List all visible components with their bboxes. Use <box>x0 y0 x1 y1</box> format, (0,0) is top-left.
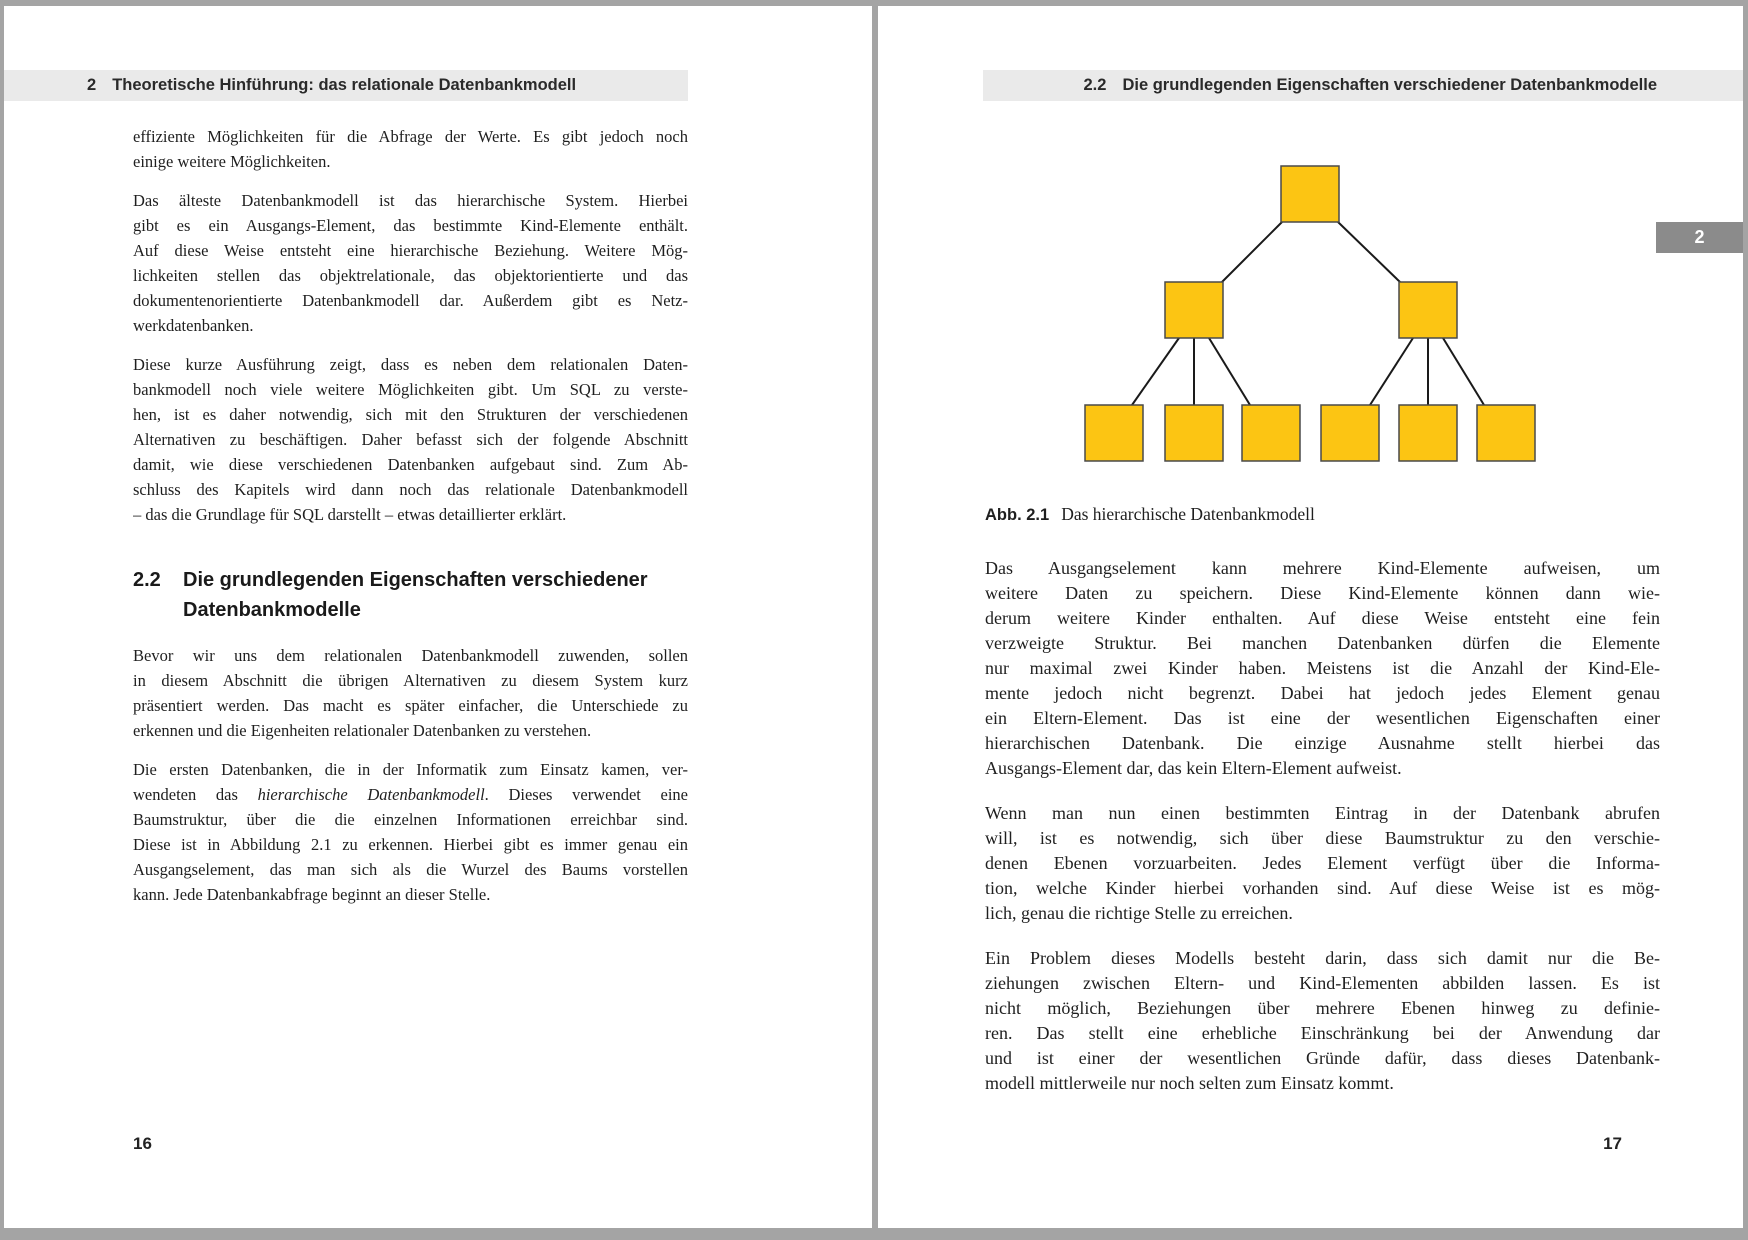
text-line: Das Ausgangselement kann mehrere Kind-Elemente aufweisen, um <box>985 558 1660 578</box>
text-line: ren. Das stellt eine erhebliche Einschränkung bei der Anwendung dar <box>985 1023 1660 1043</box>
text-line: effiziente Möglichkeiten für die Abfrage der Werte. Es gibt jedoch noch <box>133 127 688 146</box>
text-segment: . Dieses verwendet eine <box>484 785 688 804</box>
tree-node-child <box>1399 282 1457 338</box>
section-number: 2.2 <box>133 569 161 591</box>
tree-node-child <box>1165 282 1223 338</box>
running-header-left <box>4 70 688 101</box>
tree-node-leaf <box>1477 405 1535 461</box>
text-line: Wenn man nun einen bestimmten Eintrag in der Datenbank abrufen <box>985 803 1660 823</box>
text-line: ziehungen zwischen Eltern- und Kind-Elementen abbilden lassen. Es ist <box>985 973 1660 993</box>
text-line: einige weitere Möglichkeiten. <box>133 152 331 171</box>
text-line: nur maximal zwei Kinder haben. Meistens ist die Anzahl der Kind-Ele- <box>985 658 1660 678</box>
paragraph <box>985 801 1660 926</box>
text-line: Auf diese Weise entsteht eine hierarchische Beziehung. Weitere Mög- <box>133 241 688 260</box>
text-line: ein Eltern-Element. Das ist eine der wesentlichen Eigenschaften einer <box>985 708 1660 728</box>
text-line: Diese ist in Abbildung 2.1 zu erkennen. Hierbei gibt es immer genau ein <box>133 835 688 854</box>
hierarchical-model-figure <box>878 6 1743 536</box>
paragraph <box>133 643 688 743</box>
chapter-thumb-tab: 2 <box>1656 222 1743 253</box>
tree-node-root <box>1281 166 1339 222</box>
paragraph <box>133 757 688 907</box>
paragraph <box>985 556 1660 781</box>
text-line: weitere Daten zu speichern. Diese Kind-Elemente können dann wie- <box>985 583 1660 603</box>
text-line: derum weitere Kinder enthalten. Auf diese Weise entsteht eine fein <box>985 608 1660 628</box>
tree-edge <box>1370 338 1413 405</box>
tree-node-leaf <box>1321 405 1379 461</box>
section-number: 2.2 <box>1083 76 1107 94</box>
text-line: erkennen und die Eigenheiten relationaler Datenbanken zu verstehen. <box>133 721 592 740</box>
text-line: Die ersten Datenbanken, die in der Informatik zum Einsatz kamen, ver- <box>133 760 688 779</box>
text-line: lich, genau die richtige Stelle zu erreichen. <box>985 903 1293 923</box>
text-line: präsentiert werden. Das macht es später einfacher, die Unterschiede zu <box>133 696 688 715</box>
page-number-right: 17 <box>1603 1134 1622 1153</box>
tree-node-leaf <box>1399 405 1457 461</box>
text-line: Ausgangselement, das man sich als die Wurzel des Baums vorstellen <box>133 860 688 879</box>
text-line: lichkeiten stellen das objektrelationale, das objektorientierte und das <box>133 266 688 285</box>
paragraph <box>985 946 1660 1096</box>
section-heading-line: Die grundlegenden Eigenschaften verschiedener <box>183 569 648 591</box>
text-line: kann. Jede Datenbankabfrage beginnt an dieser Stelle. <box>133 885 491 904</box>
text-line: Baumstruktur, über die die einzelnen Informationen erreichbar sind. <box>133 810 688 829</box>
body-column-left <box>133 124 688 921</box>
text-line: Bevor wir uns dem relationalen Datenbankmodell zuwenden, sollen <box>133 646 688 665</box>
text-line: Das älteste Datenbankmodell ist das hierarchische System. Hierbei <box>133 191 688 210</box>
text-line: mente jedoch nicht begrenzt. Dabei hat jedoch jedes Element genau <box>985 683 1660 703</box>
text-line: – das die Grundlage für SQL darstellt – etwas detaillierter erklärt. <box>133 505 567 524</box>
tree-node-leaf <box>1242 405 1300 461</box>
text-line: hierarchischen Datenbank. Die einzige Ausnahme stellt hierbei das <box>985 733 1660 753</box>
figure-caption <box>985 502 1315 527</box>
tree-edge <box>1132 338 1179 405</box>
section-heading <box>133 565 688 625</box>
text-line: bankmodell noch viele weitere Möglichkeiten gibt. Um SQL zu verste- <box>133 380 688 399</box>
paragraph <box>133 188 688 338</box>
emphasized-text: hierarchische Datenbankmodell <box>257 785 485 804</box>
text-line: Ein Problem dieses Modells besteht darin, dass sich damit nur die Be- <box>985 948 1660 968</box>
paragraph <box>133 352 688 527</box>
page-left <box>4 6 872 1228</box>
text-line: damit, wie diese verschiedenen Datenbanken aufgebaut sind. Zum Ab- <box>133 455 688 474</box>
text-line: gibt es ein Ausgangs-Element, das bestimmte Kind-Elemente enthält. <box>133 216 688 235</box>
page-number-left: 16 <box>133 1134 152 1153</box>
section-title: Die grundlegenden Eigenschaften verschiedener Datenbankmodelle <box>1122 76 1657 94</box>
tree-node-leaf <box>1165 405 1223 461</box>
text-line: tion, welche Kinder hierbei vorhanden sind. Auf diese Weise ist es mög- <box>985 878 1660 898</box>
text-line: Diese kurze Ausführung zeigt, dass es neben dem relationalen Daten- <box>133 355 688 374</box>
section-heading-line: Datenbankmodelle <box>183 599 361 621</box>
body-column-right <box>985 556 1660 1116</box>
text-line: modell mittlerweile nur noch selten zum Einsatz kommt. <box>985 1073 1394 1093</box>
text-line: Alternativen zu beschäftigen. Daher befasst sich der folgende Abschnitt <box>133 430 688 449</box>
text-line: werkdatenbanken. <box>133 316 254 335</box>
chapter-number: 2 <box>87 76 97 94</box>
paragraph <box>133 124 688 174</box>
text-line: und ist einer der wesentlichen Gründe dafür, dass dieses Datenbank- <box>985 1048 1660 1068</box>
text-line: nicht möglich, Beziehungen über mehrere Ebenen hinweg zu definie- <box>985 998 1660 1018</box>
tree-edge <box>1209 338 1250 405</box>
text-line: dokumentenorientierte Datenbankmodell dar. Außerdem gibt es Netz- <box>133 291 688 310</box>
text-line: in diesem Abschnitt die übrigen Alternativen zu diesem System kurz <box>133 671 688 690</box>
tree-edge <box>1443 338 1484 405</box>
tree-node-leaf <box>1085 405 1143 461</box>
figure-caption-label: Abb. 2.1 <box>985 506 1050 524</box>
text-segment: wendeten das <box>133 785 258 804</box>
page-right <box>878 6 1743 1228</box>
text-line: schluss des Kapitels wird dann noch das relationale Datenbankmodell <box>133 480 688 499</box>
tree-edge <box>1338 222 1400 282</box>
figure-caption-text: Das hierarchische Datenbankmodell <box>1061 504 1315 524</box>
text-line: denen Ebenen vorzuarbeiten. Jedes Element verfügt über die Informa- <box>985 853 1660 873</box>
text-line: Ausgangs-Element dar, das kein Eltern-Element aufweist. <box>985 758 1402 778</box>
chapter-title: Theoretische Hinführung: das relationale Datenbankmodell <box>112 76 577 94</box>
text-line <box>133 782 688 807</box>
text-line: will, ist es notwendig, sich über diese Baumstruktur zu den verschie- <box>985 828 1660 848</box>
tree-edge <box>1222 222 1282 282</box>
text-line: verzweigte Struktur. Bei manchen Datenbanken dürfen die Elemente <box>985 633 1660 653</box>
text-line: hen, ist es daher notwendig, sich mit den Strukturen der verschiedenen <box>133 405 688 424</box>
